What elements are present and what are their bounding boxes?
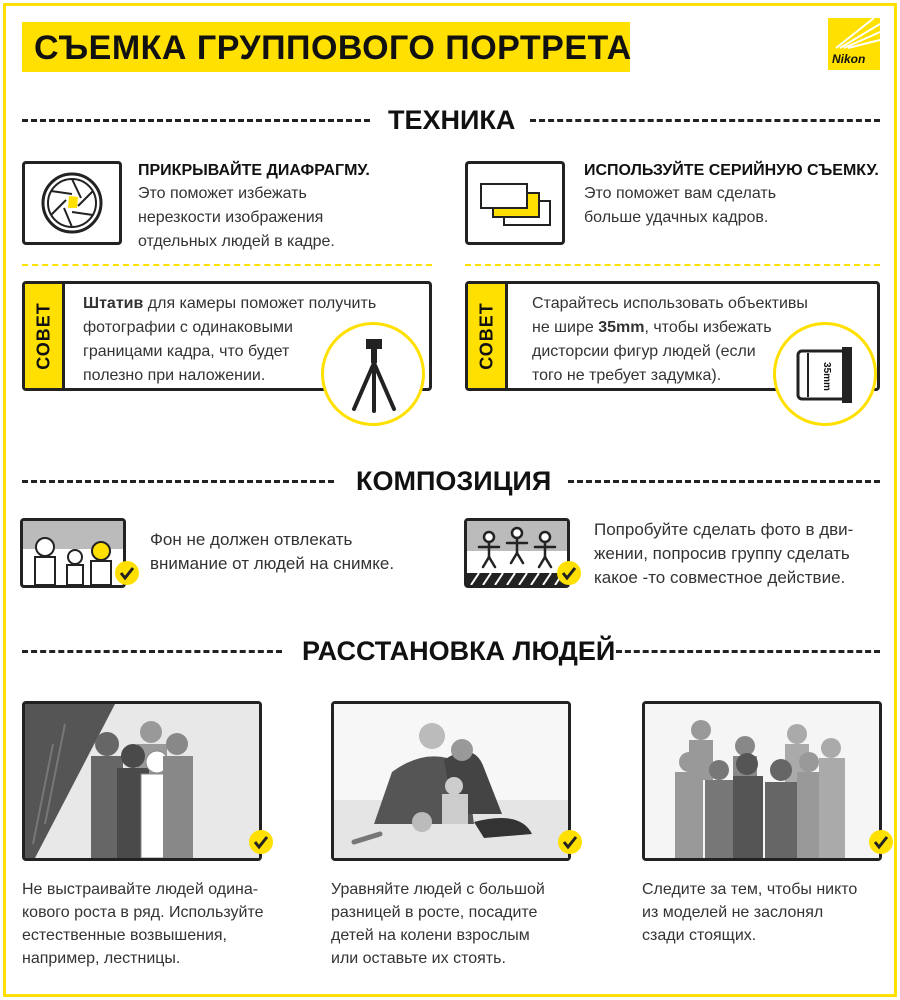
- tripod-icon: [324, 325, 422, 423]
- section-composition-title: КОМПОЗИЦИЯ: [356, 466, 552, 496]
- photo-tiered-group: [642, 701, 882, 861]
- nikon-logo: [828, 18, 880, 70]
- advice-tripod-text: Штатив для камеры поможет получить фотографии с одинаковыми границами кадра, что будет полезно при наложении.: [83, 295, 377, 384]
- advice-tab: СОВЕТ: [25, 284, 65, 388]
- dashed-divider: [22, 119, 370, 122]
- tip-burst-title: ИСПОЛЬЗУЙТЕ СЕРИЙНУЮ СЪЕМКУ.: [584, 162, 879, 179]
- photo-stairs-group: [22, 701, 262, 861]
- advice-lens-text: Старайтесь использовать объективы не шире 35mm, чтобы избежать дисторсии фигур людей (если того не требует задумка).: [532, 295, 808, 384]
- checkmark-icon: [558, 830, 582, 854]
- family-portrait-icon: [23, 521, 123, 585]
- burst-icon-box: [465, 161, 565, 245]
- tiered-group-illustration: [645, 704, 879, 858]
- aperture-icon: [25, 164, 119, 242]
- aperture-icon-box: [22, 161, 122, 245]
- dashed-divider: [530, 119, 880, 122]
- tip-aperture-text: Это поможет избежать нерезкости изображения отдельных людей в кадре.: [138, 185, 335, 250]
- dashed-divider: [616, 650, 880, 653]
- yellow-divider: [22, 264, 432, 266]
- checkmark-icon: [249, 830, 273, 854]
- family-portrait-box: [20, 518, 126, 588]
- arrangement-seated-text: Уравняйте людей с большой разницей в росте, посадите детей на колени взрослым или оставьте их стоять.: [331, 881, 545, 967]
- stairs-group-illustration: [25, 704, 259, 858]
- arrangement-tiered-text: Следите за тем, чтобы никто из моделей не заслонял сзади стоящих.: [642, 881, 858, 944]
- logo-text: Nikon: [832, 52, 866, 66]
- section-arrangement-title: РАССТАНОВКА ЛЮДЕЙ: [302, 636, 616, 666]
- lens-circle: [773, 322, 877, 426]
- composition-motion-text: Попробуйте сделать фото в дви- жении, попросив группу сделать какое -то совместное действие.: [594, 520, 854, 587]
- advice-tab: СОВЕТ: [468, 284, 508, 388]
- yellow-divider: [465, 264, 880, 266]
- section-technique-title: ТЕХНИКА: [388, 105, 516, 135]
- title-banner: [22, 22, 630, 72]
- section-arrangement-header: [22, 636, 880, 666]
- lens-label: 35mm: [820, 362, 832, 391]
- dashed-divider: [22, 480, 334, 483]
- checkmark-icon: [115, 561, 139, 585]
- tripod-circle: [321, 322, 425, 426]
- jumping-people-icon: [467, 521, 567, 585]
- tip-aperture-title: ПРИКРЫВАЙТЕ ДИАФРАГМУ.: [138, 162, 370, 179]
- photo-family-seated: [331, 701, 571, 861]
- dashed-divider: [568, 480, 880, 483]
- dashed-divider: [22, 650, 282, 653]
- checkmark-icon: [557, 561, 581, 585]
- jumping-people-box: [464, 518, 570, 588]
- section-composition-header: [22, 466, 880, 496]
- section-technique-header: [22, 105, 880, 135]
- checkmark-icon: [869, 830, 893, 854]
- composition-background-text: Фон не должен отвлекать внимание от людей на снимке.: [150, 530, 395, 573]
- page-title: СЪЕМКА ГРУППОВОГО ПОРТРЕТА: [34, 29, 632, 67]
- arrangement-stairs-text: Не выстраивайте людей одина- кового роста в ряд. Используйте естественные возвышения, например, лестницы.: [22, 881, 264, 967]
- burst-frames-icon: [468, 164, 562, 242]
- tip-burst-text: Это поможет вам сделать больше удачных кадров.: [584, 185, 777, 226]
- seated-family-illustration: [334, 704, 568, 858]
